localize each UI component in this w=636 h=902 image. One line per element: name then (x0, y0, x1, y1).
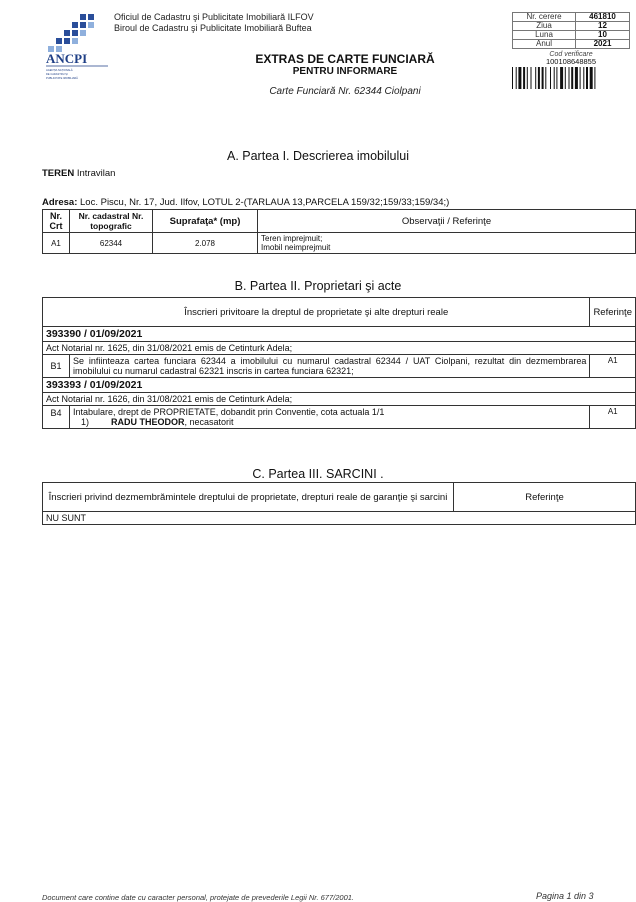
part3-table (42, 482, 636, 525)
property-address (42, 197, 449, 208)
info-row (513, 40, 630, 49)
owner-name: RADU THEODOR (111, 417, 185, 427)
entry-act-row (43, 393, 636, 406)
verification-code-value: 100108648855 (545, 57, 597, 66)
page-number: Pagina 1 din 3 (536, 891, 594, 901)
carte-funciara-number: Carte Funciară Nr. 62344 Ciolpani (269, 86, 421, 97)
col-suprafata: Suprafaţa* (mp) (153, 210, 258, 233)
document-title: EXTRAS DE CARTE FUNCIARĂ (255, 52, 435, 66)
verification-code-label: Cod verificare (549, 51, 593, 58)
entry-code: B1 (43, 355, 70, 378)
property-type-label: TEREN (42, 168, 75, 179)
entry-number-row (43, 378, 636, 393)
entry-text: Se infiinteaza cartea funciara 62344 a imobilului cu numarul cadastral 62344 / UAT Ciolpani, rezultat din dezmembrarea imobilului cu numarul cadastral 62321 inscris in cartea funciara 62321; (70, 355, 590, 378)
observatii-line-2: Imobil neimprejmuit (261, 243, 331, 252)
part3-table-wrap (42, 482, 636, 525)
property-type (42, 168, 115, 179)
entry-body (70, 406, 590, 429)
logo-text: ANCPI (46, 51, 88, 66)
cell-suprafata: 2.078 (153, 233, 258, 254)
footer-note: Document care contine date cu caracter personal, protejate de prevederile Legii Nr. 677/2001. (42, 893, 354, 902)
request-info-box (512, 12, 630, 94)
entry-number: 393390 / 01/09/2021 (43, 327, 636, 342)
part1-header-row (43, 210, 636, 233)
owner-note: , necasatorit (184, 417, 234, 427)
cell-cadastral: 62344 (70, 233, 153, 254)
entry-ref: A1 (590, 355, 636, 378)
part2-table-wrap (42, 297, 636, 429)
info-value: 461810 (576, 13, 630, 22)
info-label: Anul (513, 40, 576, 49)
part3-data-row (43, 512, 636, 525)
info-row (513, 22, 630, 31)
request-info-table (512, 12, 630, 49)
cell-crt: A1 (43, 233, 70, 254)
office-line-1: Oficiul de Cadastru şi Publicitate Imobiliară ILFOV (114, 12, 314, 22)
col-nr-crt: Nr. Crt (43, 210, 70, 233)
col-observatii: Observaţii / Referinţe (258, 210, 636, 233)
col-sarcini: Înscrieri privind dezmembrămintele dreptului de proprietate, drepturi reale de garanţie şi sarcini (43, 483, 454, 512)
info-value: 10 (576, 31, 630, 40)
part1-title: A. Partea I. Descrierea imobilului (226, 149, 410, 163)
entry-act: Act Notarial nr. 1626, din 31/08/2021 emis de Cetinturk Adela; (43, 393, 636, 406)
entry-number: 393393 / 01/09/2021 (43, 378, 636, 393)
entry-act-row (43, 342, 636, 355)
entry-ref: A1 (590, 406, 636, 429)
svg-text:DE CADASTRU ȘI: DE CADASTRU ȘI (46, 73, 68, 76)
col-nr-cadastral: Nr. cadastral Nr. topografic (70, 210, 153, 233)
entry-body-row (43, 406, 636, 429)
entry-code: B4 (43, 406, 70, 429)
svg-text:AGENȚIA NAȚIONALĂ: AGENȚIA NAȚIONALĂ (46, 69, 73, 72)
entry-text: Intabulare, drept de PROPRIETATE, dobandit prin Conventie, cota actuala 1/1 (73, 407, 385, 417)
part2-table (42, 297, 636, 429)
address-value: Loc. Piscu, Nr. 17, Jud. Ilfov, LOTUL 2-(TARLAUA 13,PARCELA 159/32;159/33;159/34;) (77, 197, 450, 208)
part3-header-row (43, 483, 636, 512)
col-referinte: Referinţe (590, 298, 636, 327)
info-value: 12 (576, 22, 630, 31)
barcode-icon (512, 67, 630, 89)
info-value: 2021 (576, 40, 630, 49)
info-label: Luna (513, 31, 576, 40)
part1-data-row (43, 233, 636, 254)
office-block (114, 12, 314, 34)
part2-header-row (43, 298, 636, 327)
document-title-block (200, 52, 490, 97)
owner-line (73, 417, 586, 427)
col-sarcini-referinte: Referinţe (454, 483, 636, 512)
property-type-value: Intravilan (74, 168, 116, 179)
info-label: Nr. cerere (513, 13, 576, 22)
observatii-line-1: Teren imprejmuit; (261, 234, 323, 243)
part1-table (42, 209, 636, 254)
info-row (513, 31, 630, 40)
ancpi-logo (42, 12, 114, 84)
owner-index: 1) (81, 417, 90, 427)
part3-title: C. Partea III. SARCINI . (252, 467, 384, 481)
svg-text:PUBLICITATE IMOBILIARĂ: PUBLICITATE IMOBILIARĂ (46, 77, 78, 80)
office-line-2: Biroul de Cadastru şi Publicitate Imobiliară Buftea (114, 23, 312, 33)
address-label: Adresa: (42, 197, 78, 208)
entry-act: Act Notarial nr. 1625, din 31/08/2021 emis de Cetinturk Adela; (43, 342, 636, 355)
cell-observatii (258, 233, 636, 254)
sarcini-value: NU SUNT (43, 512, 636, 525)
info-row (513, 13, 630, 22)
col-inscrieri: Înscrieri privitoare la dreptul de proprietate şi alte drepturi reale (43, 298, 590, 327)
ancpi-logo-graphic (42, 12, 114, 84)
entry-number-row (43, 327, 636, 342)
document-subtitle: PENTRU INFORMARE (292, 66, 398, 77)
part1-table-wrap (42, 209, 636, 254)
part2-title: B. Partea II. Proprietari şi acte (234, 279, 402, 293)
entry-body-row (43, 355, 636, 378)
info-label: Ziua (513, 22, 576, 31)
